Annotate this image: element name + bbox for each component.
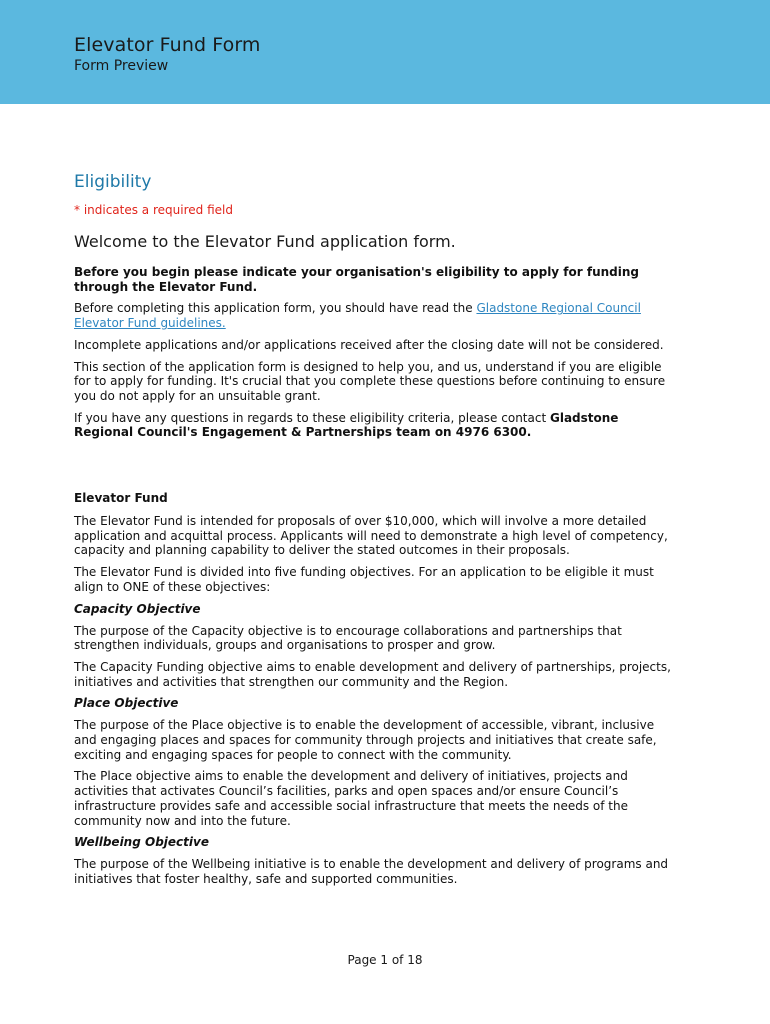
place-aim: The Place objective aims to enable the development and delivery of initiatives, projects and activities that activates Council’s facilities, parks and open spaces and/or ensure Council’s infrastructure provides safe and accessible social infrastructure that meets the needs of the community now and into the future.	[74, 769, 628, 828]
intro-bold-text: Before you begin please indicate your organisation's eligibility to apply for funding through the Elevator Fund.	[74, 265, 640, 294]
form-content	[74, 170, 674, 894]
contact-paragraph	[74, 411, 674, 440]
wellbeing-objective-heading: Wellbeing Objective	[74, 835, 209, 850]
fund-objectives-intro: The Elevator Fund is divided into five funding objectives. For an application to be eligible it must align to ONE of these objectives:	[74, 565, 654, 594]
guidelines-prefix: Before completing this application form, you should have read the	[74, 301, 477, 316]
place-objective-heading: Place Objective	[74, 696, 179, 711]
form-title: Elevator Fund Form	[74, 34, 261, 56]
contact-prefix: If you have any questions in regards to these eligibility criteria, please contact	[74, 410, 550, 425]
contact-details: Gladstone Regional Council's Engagement & Partnerships team on 4976 6300.	[74, 410, 619, 440]
place-purpose: The purpose of the Place objective is to enable the development of accessible, vibrant, inclusive and engaging places and spaces for community through projects and initiatives that create safe, exciting and engaging spaces for people to connect with the community.	[74, 718, 657, 762]
capacity-objective-heading: Capacity Objective	[74, 601, 201, 616]
section-purpose-text: This section of the application form is designed to help you, and us, understand if you are eligible for to apply for funding. It's crucial that you complete these questions before continuing to ensure you do not apply for an unsuitable grant.	[74, 359, 666, 403]
form-subtitle: Form Preview	[74, 58, 169, 74]
guidelines-paragraph	[74, 301, 674, 330]
capacity-aim: The Capacity Funding objective aims to enable development and delivery of partnerships, projects, initiatives and activities that strengthen our community and the Region.	[74, 659, 671, 689]
section-title: Eligibility	[74, 172, 152, 192]
capacity-purpose: The purpose of the Capacity objective is to encourage collaborations and partnerships that strengthen individuals, groups and organisations to prosper and grow.	[74, 623, 622, 653]
welcome-heading: Welcome to the Elevator Fund application form.	[74, 232, 456, 251]
form-header	[0, 0, 770, 104]
incomplete-applications-text: Incomplete applications and/or applications received after the closing date will not be considered.	[74, 337, 664, 352]
fund-description: The Elevator Fund is intended for proposals of over $10,000, which will involve a more detailed application and acquittal process. Applicants will need to demonstrate a high level of competency, capacity and planning capability to deliver the stated outcomes in their proposals.	[74, 514, 668, 558]
guidelines-link[interactable]: Gladstone Regional Council Elevator Fund guidelines.	[74, 301, 641, 331]
wellbeing-purpose: The purpose of the Wellbeing initiative is to enable the development and delivery of programs and initiatives that foster healthy, safe and supported communities.	[74, 857, 669, 886]
spacer	[74, 447, 674, 491]
required-field-note: * indicates a required field	[74, 203, 233, 217]
page-number: Page 1 of 18	[347, 953, 423, 967]
elevator-fund-heading: Elevator Fund	[74, 491, 168, 506]
